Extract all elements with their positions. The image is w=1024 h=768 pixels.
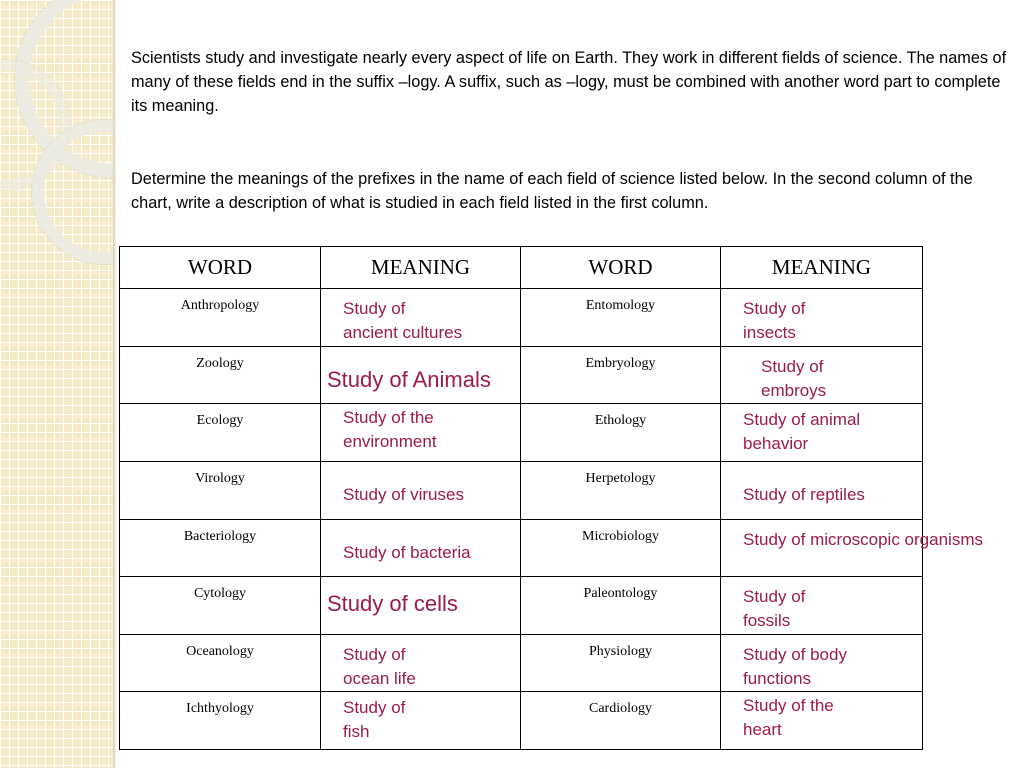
table-row — [120, 692, 923, 750]
header-word-1: WORD — [120, 247, 321, 289]
meaning-text: Study of Animals — [327, 366, 491, 392]
meaning-text: Study of reptiles — [743, 484, 865, 504]
header-meaning-1: MEANING — [321, 247, 521, 289]
table-header-row — [120, 247, 923, 289]
meaning-text: Study of bacteria — [343, 542, 471, 562]
meaning-text: Study of the environment — [343, 408, 437, 452]
table-row — [120, 404, 923, 462]
meaning-text: Study of insects — [743, 299, 806, 342]
header-meaning-2: MEANING — [721, 247, 923, 289]
word-cell — [120, 519, 321, 577]
word-text: Zoology — [196, 355, 244, 371]
meaning-cell — [721, 461, 923, 519]
meaning-text: Study of microscopic organisms — [743, 529, 983, 549]
meaning-cell — [321, 577, 521, 635]
meaning-cell — [321, 289, 521, 347]
side-panel-edge — [113, 0, 116, 768]
meaning-text: Study of the heart — [743, 696, 834, 740]
word-text: Oceanology — [186, 643, 254, 659]
meaning-cell — [721, 346, 923, 404]
meaning-text: Study of animal behavior — [743, 410, 861, 454]
meaning-text: Study of body functions — [743, 644, 847, 688]
science-fields-table — [119, 246, 983, 750]
word-cell — [120, 404, 321, 462]
meaning-cell — [321, 346, 521, 404]
word-text: Ethology — [594, 413, 647, 429]
table-row — [120, 577, 923, 635]
meaning-cell — [321, 519, 521, 577]
word-cell — [120, 461, 321, 519]
meaning-cell — [721, 289, 923, 347]
intro-paragraph: Scientists study and investigate nearly every aspect of life on Earth. They work in different fields of science. The names of many of these fields end in the suffix –logy. A suffix, such as –logy, must be combined with another word part to complete its meaning. — [131, 49, 1007, 115]
meaning-cell — [721, 634, 923, 692]
decorative-side-panel — [0, 0, 113, 768]
meaning-cell — [321, 634, 521, 692]
meaning-text: Study of fish — [343, 698, 406, 742]
word-cell — [120, 577, 321, 635]
word-cell — [521, 346, 721, 404]
word-text: Entomology — [585, 298, 656, 313]
table-row — [120, 346, 923, 404]
word-cell — [521, 404, 721, 462]
word-cell — [120, 634, 321, 692]
meaning-cell — [721, 692, 923, 750]
word-cell — [521, 289, 721, 347]
word-cell — [521, 577, 721, 635]
instructions-paragraph: Determine the meanings of the prefixes in the name of each field of science listed below. In the second column of the chart, write a description of what is studied in each field listed in the first column. — [131, 170, 973, 212]
word-cell — [521, 461, 721, 519]
meaning-text: Study of ancient cultures — [343, 299, 463, 342]
word-text: Cardiology — [589, 701, 652, 717]
word-text: Microbiology — [582, 528, 659, 544]
word-cell — [120, 289, 321, 347]
word-text: Virology — [195, 470, 245, 486]
meaning-cell — [721, 577, 923, 635]
header-word-2: WORD — [521, 247, 721, 289]
word-text: Paleontology — [583, 586, 658, 602]
word-text: Anthropology — [180, 298, 260, 313]
word-text: Herpetology — [585, 470, 656, 486]
meaning-text: Study of fossils — [743, 587, 806, 631]
word-cell — [521, 692, 721, 750]
meaning-cell — [321, 692, 521, 750]
word-cell — [521, 519, 721, 577]
table-row — [120, 634, 923, 692]
meaning-text: Study of cells — [327, 591, 458, 617]
word-text: Ichthyology — [186, 701, 254, 717]
meaning-cell — [321, 461, 521, 519]
meaning-text: Study of viruses — [343, 484, 464, 504]
word-cell — [120, 692, 321, 750]
word-text: Bacteriology — [183, 528, 257, 544]
meaning-cell — [721, 519, 983, 577]
word-text: Cytology — [193, 586, 247, 602]
table-row — [120, 519, 923, 577]
meaning-text: Study of embroys — [761, 356, 827, 400]
meaning-cell — [721, 404, 923, 462]
word-cell — [521, 634, 721, 692]
word-cell — [120, 346, 321, 404]
table-row — [120, 289, 923, 347]
meaning-text: Study of ocean life — [343, 644, 416, 688]
word-text: Ecology — [196, 413, 244, 429]
meaning-cell — [321, 404, 521, 462]
word-text: Physiology — [588, 643, 652, 659]
table-row — [120, 461, 923, 519]
word-text: Embryology — [585, 355, 656, 371]
